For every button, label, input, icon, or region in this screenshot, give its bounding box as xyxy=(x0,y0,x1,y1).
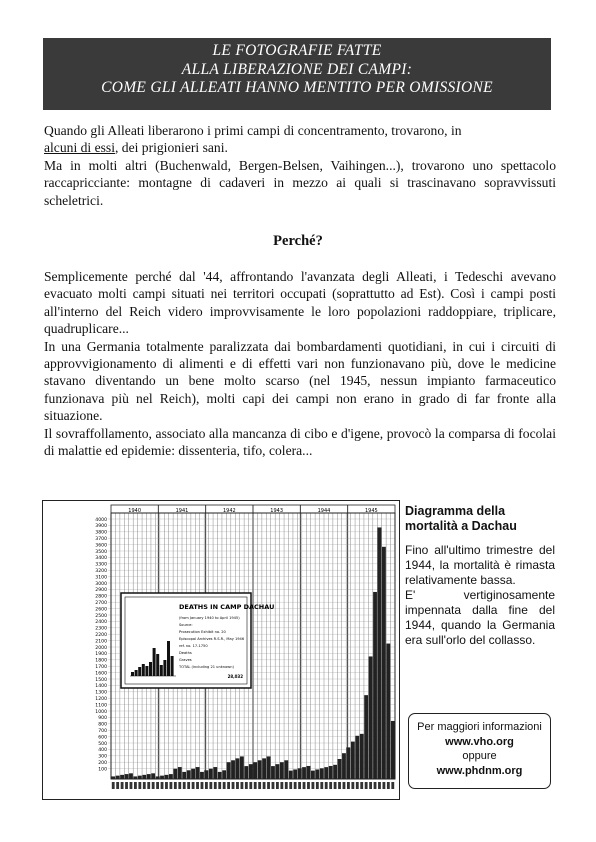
x-tick-mark xyxy=(276,782,279,789)
y-tick-label: 4000 xyxy=(95,517,107,523)
mortality-bar xyxy=(351,742,355,779)
mortality-bar xyxy=(213,767,217,779)
y-tick-label: 2700 xyxy=(95,601,107,606)
mortality-bar xyxy=(236,758,240,779)
x-tick-mark xyxy=(338,782,341,789)
year-label: 1945 xyxy=(364,508,378,514)
y-tick-label: 1000 xyxy=(95,709,107,715)
mortality-bar xyxy=(369,656,373,779)
x-tick-mark xyxy=(147,782,150,789)
x-tick-mark xyxy=(272,782,275,789)
mortality-bar xyxy=(182,772,186,779)
mortality-bar xyxy=(147,774,151,779)
mortality-bar xyxy=(125,774,129,779)
mortality-bar xyxy=(156,776,160,779)
x-tick-mark xyxy=(347,782,350,789)
y-tick-label: 3500 xyxy=(95,549,107,555)
x-tick-mark xyxy=(214,782,217,789)
inset-mini-bar xyxy=(145,666,148,676)
y-tick-label: 600 xyxy=(98,735,107,741)
x-tick-mark xyxy=(134,782,137,789)
mortality-bar xyxy=(142,775,146,779)
intro-paragraph-1 xyxy=(44,122,556,157)
y-tick-label: 500 xyxy=(98,741,107,747)
x-tick-mark xyxy=(227,782,230,789)
x-tick-mark xyxy=(183,782,186,789)
x-tick-mark xyxy=(165,782,168,789)
year-label: 1944 xyxy=(317,508,331,514)
y-tick-label: 1300 xyxy=(95,690,107,696)
mortality-bar xyxy=(231,760,235,779)
x-tick-mark xyxy=(240,782,243,789)
body-text xyxy=(44,268,556,459)
x-tick-mark xyxy=(245,782,248,789)
y-tick-label: 800 xyxy=(98,722,107,728)
mortality-bar xyxy=(169,774,173,779)
x-tick-mark xyxy=(116,782,119,789)
mortality-bar xyxy=(111,776,115,779)
y-tick-label: 1400 xyxy=(95,684,107,690)
mortality-bar xyxy=(151,773,155,779)
mortality-bar xyxy=(200,772,204,779)
mortality-bar xyxy=(307,766,311,779)
mortality-bar xyxy=(360,734,364,779)
caption-paragraph-2: E' vertiginosamente impennata dalla fine del 1944, quando la Germania era sull'orlo del collasso. xyxy=(405,588,555,647)
x-tick-mark xyxy=(382,782,385,789)
x-tick-mark xyxy=(178,782,181,789)
x-tick-mark xyxy=(307,782,310,789)
y-tick-label: 1800 xyxy=(95,658,107,664)
y-tick-label: 1200 xyxy=(95,697,107,702)
x-tick-mark xyxy=(329,782,332,789)
body-paragraph-2: In una Germania totalmente paralizzata dai bombardamenti quotidiani, in cui i circuiti di approvvigionamento di alimenti e di effetti vari non funzionavano più, dove le medicine stavano diventando un bene molto scarso (nel 1945, nessun impianto farmaceutico funzionava più nel Reich), molti capi dei campi non erano in grado di far fronte alla situazione. xyxy=(44,338,556,424)
inset-mini-bar xyxy=(171,656,174,676)
y-tick-label: 3400 xyxy=(95,556,107,562)
mortality-bar xyxy=(280,762,284,779)
inset-mini-bar xyxy=(149,662,152,676)
x-tick-mark xyxy=(205,782,208,789)
x-tick-mark xyxy=(223,782,226,789)
chart-svg xyxy=(43,501,401,801)
inset-line: ref. no. 17-1750 xyxy=(179,644,208,648)
x-tick-mark xyxy=(289,782,292,789)
x-tick-mark xyxy=(130,782,133,789)
inset-line: (from January 1940 to April 1945) xyxy=(179,616,240,620)
intro-paragraph-2: Ma in molti altri (Buchenwald, Bergen-Belsen, Vaihingen...), trovarono uno spettacolo raccapricciante: montagne di cadaveri in mezzo ai quali si trascinavano sopravvissuti scheletrici. xyxy=(44,157,556,208)
inset-mini-bar xyxy=(138,667,141,676)
y-tick-label: 3600 xyxy=(95,543,107,549)
y-tick-label: 2200 xyxy=(95,633,107,638)
x-tick-mark xyxy=(311,782,314,789)
mortality-bar xyxy=(173,769,177,779)
inset-mini-bar xyxy=(156,654,159,676)
y-tick-label: 2000 xyxy=(95,645,107,651)
title-banner xyxy=(43,38,551,110)
year-label: 1943 xyxy=(270,508,284,514)
x-tick-mark xyxy=(232,782,235,789)
y-tick-label: 100 xyxy=(98,767,107,773)
mortality-bar xyxy=(289,771,293,779)
x-tick-mark xyxy=(294,782,297,789)
y-tick-label: 2100 xyxy=(95,639,107,645)
y-tick-label: 2300 xyxy=(95,626,107,632)
y-tick-label: 1500 xyxy=(95,677,107,683)
mortality-bar xyxy=(240,756,244,779)
inset-line: Deaths xyxy=(179,651,192,655)
x-tick-mark xyxy=(138,782,141,789)
body-paragraph-1: Semplicemente perché dal '44, affrontando l'avanzata degli Alleati, i Tedeschi avevano evacuato molti campi situati nei territori occupati (soprattutto ad Est). Così i campi posti all'interno del Reich videro improvvisamente le loro popolazioni raddoppiare, triplicare, quadruplicare... xyxy=(44,269,556,337)
caption-paragraph-1: Fino all'ultimo trimestre del 1944, la mortalità è rimasta relativamente bassa. xyxy=(405,543,555,587)
mortality-bar xyxy=(253,762,257,779)
section-heading: Perché? xyxy=(273,233,323,249)
caption-title-line-1: Diagramma della xyxy=(405,504,506,518)
mortality-bar xyxy=(138,776,142,779)
x-tick-mark xyxy=(209,782,212,789)
mortality-bar xyxy=(386,644,390,779)
inset-mini-bar xyxy=(142,664,145,676)
x-tick-mark xyxy=(280,782,283,789)
x-tick-mark xyxy=(285,782,288,789)
inset-mini-bar xyxy=(153,648,156,676)
mortality-bar xyxy=(298,768,302,779)
inset-mini-bar xyxy=(163,660,166,676)
caption-title xyxy=(405,504,555,534)
mortality-bar xyxy=(209,769,213,779)
body-paragraph-3: Il sovraffollamento, associato alla mancanza di cibo e d'igene, provocò la comparsa di focolai di malattie ed epidemie: dissenteria, tifo, colera... xyxy=(44,425,556,459)
mortality-bar xyxy=(218,772,222,779)
x-tick-mark xyxy=(143,782,146,789)
x-tick-mark xyxy=(360,782,363,789)
y-tick-label: 900 xyxy=(98,716,107,722)
x-tick-mark xyxy=(258,782,261,789)
inset-mini-bar xyxy=(167,641,170,676)
x-tick-mark xyxy=(112,782,115,789)
year-label: 1941 xyxy=(175,508,189,514)
y-tick-label: 3200 xyxy=(95,569,107,574)
x-tick-mark xyxy=(196,782,199,789)
mortality-bar xyxy=(160,776,164,779)
mortality-bar xyxy=(382,547,386,779)
mortality-bar xyxy=(373,592,377,779)
y-tick-label: 2500 xyxy=(95,613,107,619)
x-tick-mark xyxy=(192,782,195,789)
x-tick-mark xyxy=(267,782,270,789)
x-tick-mark xyxy=(254,782,257,789)
mortality-bar xyxy=(342,753,346,779)
inset-line: Episcopal Archives R.S.R., May 1946 xyxy=(179,637,245,641)
y-tick-label: 1600 xyxy=(95,671,107,677)
intro-text xyxy=(44,122,556,209)
banner-line-1: LE FOTOGRAFIE FATTE xyxy=(212,42,382,59)
banner-line-2: ALLA LIBERAZIONE DEI CAMPI: xyxy=(181,60,413,78)
mortality-bar xyxy=(271,766,275,779)
mortality-bar xyxy=(267,756,271,779)
mortality-bar xyxy=(329,766,333,779)
mortality-bar xyxy=(165,775,169,779)
intro-p1-underlined: alcuni di essi xyxy=(44,140,115,156)
y-tick-label: 3100 xyxy=(95,575,107,581)
info-label: Per maggiori informazioni xyxy=(417,721,542,733)
x-tick-mark xyxy=(249,782,252,789)
inset-line: TOTAL (including 21 unknown) xyxy=(179,665,234,669)
info-box xyxy=(408,713,551,789)
mortality-bar xyxy=(391,721,395,779)
mortality-bar xyxy=(284,760,288,779)
mortality-bar xyxy=(275,764,279,779)
mortality-bar xyxy=(364,695,368,779)
x-tick-mark xyxy=(218,782,221,789)
year-label: 1942 xyxy=(222,508,236,514)
inset-mini-bar xyxy=(160,665,163,676)
banner-line-3: COME GLI ALLEATI HANNO MENTITO PER OMISSIONE xyxy=(101,79,493,96)
y-tick-label: 3300 xyxy=(95,562,107,568)
x-tick-mark xyxy=(263,782,266,789)
y-tick-label: 3800 xyxy=(95,530,107,536)
mortality-bar xyxy=(320,768,324,779)
x-tick-mark xyxy=(236,782,239,789)
y-tick-label: 300 xyxy=(98,754,107,760)
inset-title: DEATHS IN CAMP DACHAU xyxy=(179,603,275,611)
mortality-bar xyxy=(333,765,337,779)
mortality-bar xyxy=(191,769,195,779)
y-tick-label: 2900 xyxy=(95,588,107,594)
caption-text xyxy=(405,543,555,648)
info-or: oppure xyxy=(462,750,497,762)
mortality-bar xyxy=(196,767,200,779)
x-tick-mark xyxy=(125,782,128,789)
mortality-bar xyxy=(324,767,328,779)
intro-p1-start: Quando gli Alleati liberarono i primi campi di concentramento, trovarono, in xyxy=(44,123,462,138)
x-tick-mark xyxy=(298,782,301,789)
inset-mini-bar xyxy=(131,672,134,676)
y-tick-label: 2400 xyxy=(95,620,107,626)
mortality-bar xyxy=(129,773,133,779)
x-tick-mark xyxy=(152,782,155,789)
x-tick-mark xyxy=(391,782,394,789)
y-tick-label: 1700 xyxy=(95,665,107,670)
mortality-bar xyxy=(302,767,306,779)
y-tick-label: 3900 xyxy=(95,524,107,530)
x-tick-mark xyxy=(121,782,124,789)
x-tick-mark xyxy=(201,782,204,789)
mortality-bar xyxy=(346,747,350,779)
inset-line: Prosecution Exhibit no. 20 xyxy=(179,630,226,634)
x-tick-mark xyxy=(325,782,328,789)
caption-title-line-2: mortalità a Dachau xyxy=(405,519,517,533)
y-tick-label: 200 xyxy=(98,761,107,766)
link-phdnm[interactable]: www.phdnm.org xyxy=(436,764,523,777)
y-tick-label: 400 xyxy=(98,748,107,754)
mortality-bar xyxy=(378,527,382,779)
x-tick-mark xyxy=(374,782,377,789)
x-tick-mark xyxy=(387,782,390,789)
x-tick-mark xyxy=(320,782,323,789)
mortality-bar xyxy=(133,776,137,779)
mortality-bar xyxy=(222,770,226,779)
x-tick-mark xyxy=(169,782,172,789)
mortality-bar xyxy=(244,766,248,779)
x-tick-mark xyxy=(187,782,190,789)
mortality-bar xyxy=(315,769,319,779)
inset-total: 28,032 xyxy=(227,674,243,679)
dachau-mortality-chart xyxy=(42,500,400,800)
mortality-bar xyxy=(116,776,120,779)
x-tick-mark xyxy=(174,782,177,789)
chart-caption xyxy=(405,504,555,648)
mortality-bar xyxy=(262,758,266,779)
mortality-bar xyxy=(311,771,315,779)
inset-line: Graves xyxy=(179,658,192,662)
intro-p1-end: , dei prigionieri sani. xyxy=(114,140,228,156)
x-tick-mark xyxy=(161,782,164,789)
mortality-bar xyxy=(338,759,342,779)
y-tick-label: 1900 xyxy=(95,652,107,658)
mortality-bar xyxy=(249,764,253,779)
y-tick-label: 3700 xyxy=(95,537,107,542)
mortality-bar xyxy=(120,775,124,779)
x-tick-mark xyxy=(156,782,159,789)
x-tick-mark xyxy=(334,782,337,789)
mortality-bar xyxy=(204,770,208,779)
y-tick-label: 2600 xyxy=(95,607,107,613)
x-tick-mark xyxy=(356,782,359,789)
x-tick-mark xyxy=(351,782,354,789)
x-tick-mark xyxy=(369,782,372,789)
y-tick-label: 2800 xyxy=(95,594,107,600)
inset-mini-bar xyxy=(135,670,138,676)
y-tick-label: 1100 xyxy=(95,703,107,709)
y-tick-label: 3000 xyxy=(95,581,107,587)
inset-line: Source: xyxy=(179,623,193,627)
x-tick-mark xyxy=(316,782,319,789)
x-tick-mark xyxy=(378,782,381,789)
x-tick-mark xyxy=(365,782,368,789)
x-tick-mark xyxy=(343,782,346,789)
mortality-bar xyxy=(178,767,182,779)
mortality-bar xyxy=(187,770,191,779)
x-tick-mark xyxy=(303,782,306,789)
y-tick-label: 700 xyxy=(98,729,107,734)
link-vho[interactable]: www.vho.org xyxy=(445,735,514,748)
year-label: 1940 xyxy=(128,508,142,514)
mortality-bar xyxy=(293,769,297,779)
mortality-bar xyxy=(258,760,262,779)
mortality-bar xyxy=(355,736,359,779)
mortality-bar xyxy=(227,762,231,779)
